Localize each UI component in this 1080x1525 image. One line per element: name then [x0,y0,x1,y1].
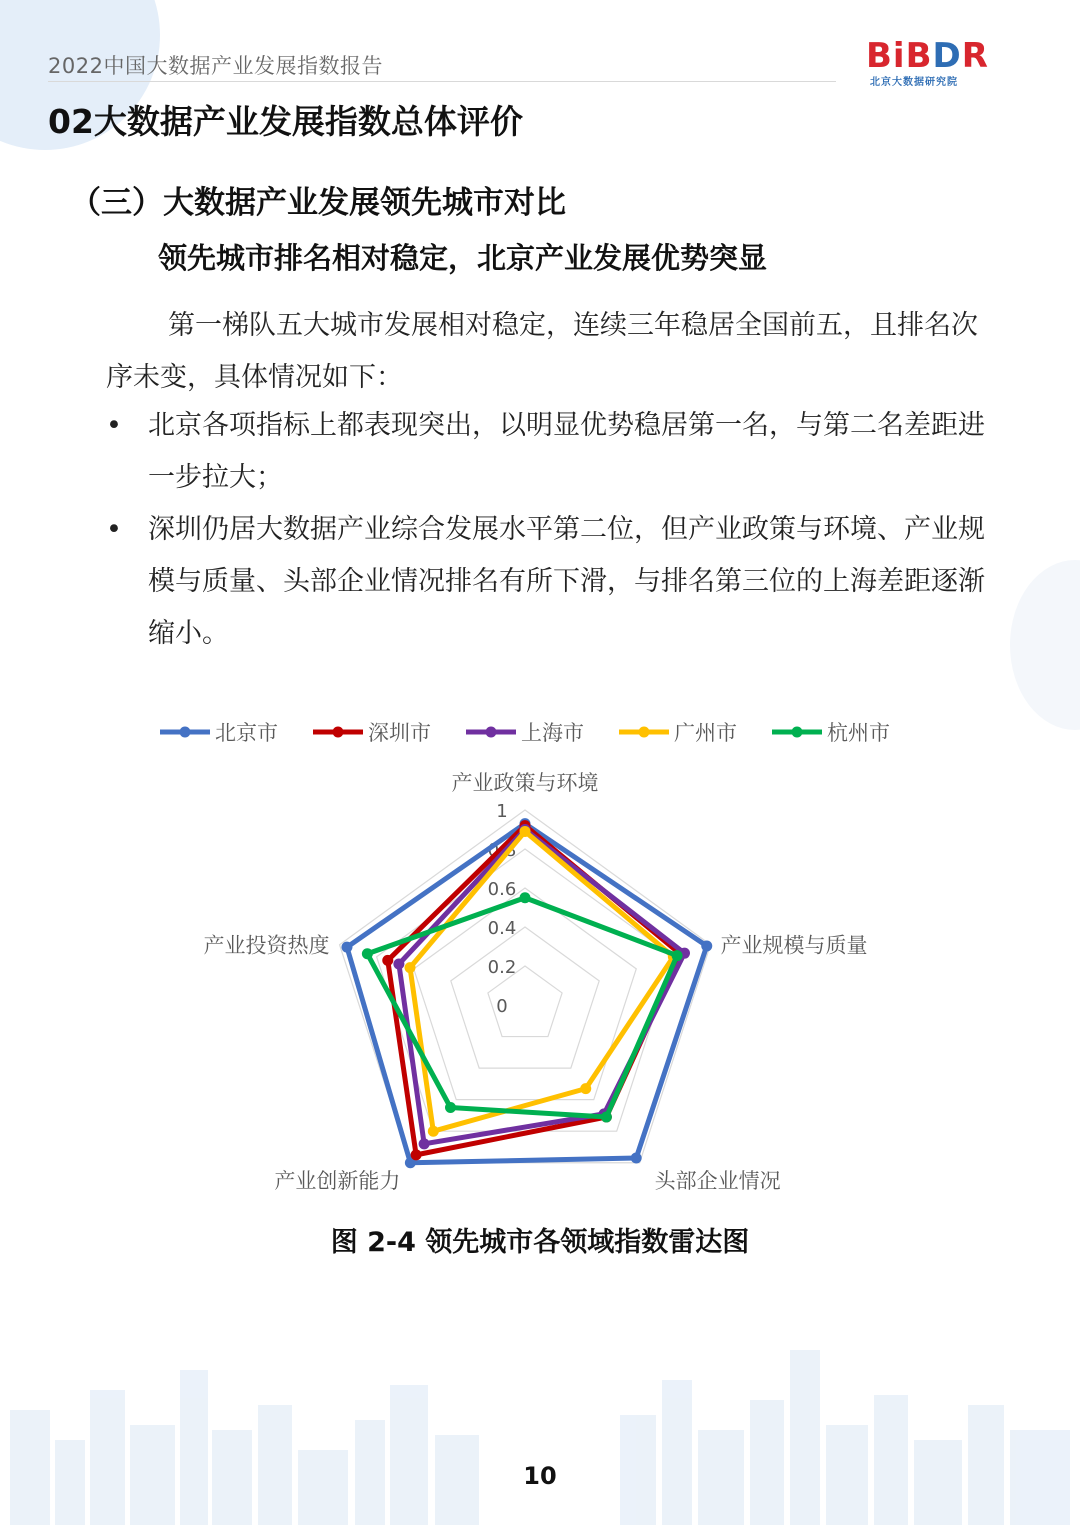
tick-label: 0 [496,996,508,1017]
bullet-dot: • [106,410,122,441]
tick-label: 0.6 [487,879,517,900]
data-point [601,1112,612,1123]
side-decoration [1010,560,1080,730]
axis-label: 产业规模与质量 [720,933,868,958]
data-point [428,1126,439,1137]
data-point [362,948,373,959]
report-title: 2022中国大数据产业发展指数报告 [48,54,383,78]
legend-marker [486,727,497,738]
city-skyline-decoration [0,1330,1080,1525]
legend-label: 上海市 [521,721,584,745]
tick-label: 0.2 [487,957,517,978]
legend-label: 杭州市 [827,721,890,745]
data-point [411,1149,422,1160]
legend-label: 广州市 [674,721,737,745]
legend-marker [333,727,344,738]
legend-label: 北京市 [215,721,278,745]
axis-label: 头部企业情况 [654,1168,781,1193]
legend-marker [639,727,650,738]
data-point [382,955,393,966]
bullet-text: 北京各项指标上都表现突出，以明显优势稳居第一名，与第二名差距进一步拉大； [148,410,985,493]
grid-ring [451,927,599,1068]
data-point [445,1102,456,1113]
axis-label: 产业投资热度 [203,933,330,958]
bullet-dot: • [106,514,122,545]
page-number: 10 [523,1462,557,1490]
tick-label: 1 [496,801,508,822]
data-point [631,1153,642,1164]
logo-subtext: 北京大数据研究院 [870,77,958,88]
header-divider [48,81,836,82]
tick-label: 0.4 [487,918,517,939]
bullet-text: 深圳仍居大数据产业综合发展水平第二位，但产业政策与环境、产业规模与质量、头部企业情况排名有所下滑，与排名第三位的上海差距逐渐缩小。 [148,514,985,649]
data-point [580,1083,591,1094]
logo-wordmark: BiBDR [866,36,989,76]
legend-label: 深圳市 [368,721,431,745]
radar-chart [130,700,950,1200]
section-subsubtitle: 领先城市排名相对稳定，北京产业发展优势突显 [158,241,768,275]
data-point [520,892,531,903]
bibdr-logo [866,38,1044,88]
tick-label: 0.8 [487,840,517,861]
axis-label: 产业创新能力 [274,1168,401,1193]
series-line [399,830,685,1144]
legend-marker [792,727,803,738]
data-point [520,826,531,837]
data-point [701,940,712,951]
section-subtitle: （三）大数据产业发展领先城市对比 [70,185,566,221]
intro-paragraph: 第一梯队五大城市发展相对稳定，连续三年稳居全国前五，且排名次序未变，具体情况如下： [106,310,978,393]
data-point [405,962,416,973]
section-title: 02大数据产业发展指数总体评价 [48,102,523,141]
data-point [672,950,683,961]
figure-caption: 图 2-4 领先城市各领域指数雷达图 [330,1227,750,1258]
axis-label: 产业政策与环境 [451,771,599,795]
legend-marker [180,727,191,738]
data-point [341,942,352,953]
data-point [419,1138,430,1149]
data-point [393,959,404,970]
